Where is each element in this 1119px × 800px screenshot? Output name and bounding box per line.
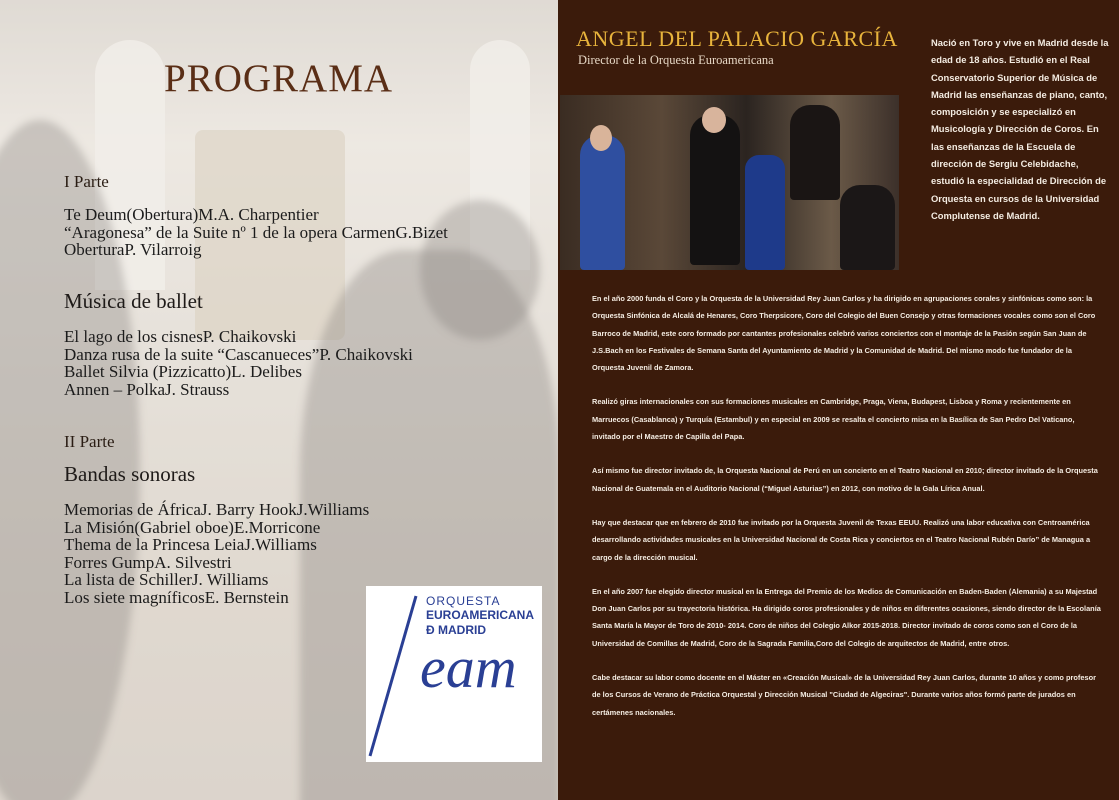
director-bio-long [592, 290, 1104, 738]
list-item: Los siete magníficosE. Bernstein [64, 587, 289, 607]
list-item: Danza rusa de la suite “Cascanueces”P. Chaikovski [64, 344, 413, 364]
director-panel [558, 0, 1119, 800]
list-item: Memorias de ÁfricaJ. Barry HookJ.Williams [64, 500, 370, 519]
part-1-pieces [64, 206, 448, 259]
list-item: Thema de la Princesa LeiaJ.Williams [64, 535, 317, 554]
ballet-heading: Música de ballet [64, 289, 203, 313]
ballet-pieces [64, 328, 413, 398]
program-panel [0, 0, 558, 800]
program-title: PROGRAMA [164, 57, 394, 100]
director-subtitle: Director de la Orquesta Euroamericana [578, 53, 774, 67]
list-item: Annen – PolkaJ. Strauss [64, 379, 230, 399]
list-item: Te Deum(Obertura)M.A. Charpentier [64, 205, 319, 224]
logo-line-3: Ð MADRID [426, 623, 486, 637]
director-name: ANGEL DEL PALACIO GARCÍA [576, 26, 898, 51]
logo-mark: eam [420, 635, 517, 700]
list-item: OberturaP. Vilarroig [64, 240, 202, 259]
bio-paragraph: Hay que destacar que en febrero de 2010 fue invitado por la Orquesta Juvenil de Texas EEUU. Realizó una labor educativa con Centroamérica desarrollando actividades musicales en la Universidad Nacional de Costa Rica y conciertos en el Teatro Nacional Rubén Darío” de Managua a cargo de la dirección musical. [592, 517, 1091, 562]
list-item: Forres GumpA. Silvestri [64, 552, 232, 572]
bio-paragraph: Realizó giras internacionales con sus formaciones musicales en Cambridge, Praga, Viena, Budapest, Lisboa y Roma y recientemente en Marruecos (Casablanca) y Turquía (Estambul) y en especial en 2009 se resalta el concierto misa en la Basílica de San Pedro Del Vaticano, invitado por el Maestro de Capilla del Papa. [592, 397, 1075, 442]
logo-line-2: EUROAMERICANA [426, 608, 534, 622]
logo-line-1: ORQUESTA [426, 594, 501, 608]
orchestra-logo [366, 586, 542, 762]
bio-paragraph: Así mismo fue director invitado de, la Orquesta Nacional de Perú en un concierto en el Teatro Nacional en 2010; director invitado de la Orquesta Nacional de Guatemala en el Auditorio Nacional (“Miguel Asturias”) en 2012, con motivo de la Gala Lírica Anual. [592, 466, 1098, 493]
list-item: El lago de los cisnesP. Chaikovski [64, 327, 297, 346]
concert-photo [560, 95, 899, 270]
bio-paragraph: En el año 2007 fue elegido director musical en la Entrega del Premio de los Medios de Comunicación en Baden-Baden (Alemania) a su Majestad Don Juan Carlos por su trayectoria histórica. Ha dirigido coros profesionales y de niños en diferentes ocasiones, siendo director de la Escolanía Santa María la Mayor de Toro de 2010- 2014. Coro de niños del Colegio Alkor 2015-2018. Director invitado de coros como son el Coro de la Universidad de Comillas de Madrid, Coro de la Sagrada Familia,Coro del Colegio de arquitectos de Madrid, entre otros. [592, 586, 1101, 648]
part-2-heading: II Parte [64, 432, 115, 451]
soundtracks-heading: Bandas sonoras [64, 462, 196, 486]
list-item: La Misión(Gabriel oboe)E.Morricone [64, 517, 321, 537]
bio-paragraph: En el año 2000 funda el Coro y la Orquesta de la Universidad Rey Juan Carlos y ha dirigido en agrupaciones corales y sinfónicas como son: la Orquesta Sinfónica de Alcalá de Henares, Coro Therpsicore, Coro del Colegio del Buen Consejo y otras formaciones vocales como son el Coro Barroco de Madrid, este coro formado por cantantes profesionales celebró varios conciertos con el montaje de la Pasión según San Juan de J.S.Bach en los Festivales de Semana Santa del Ayuntamiento de Madrid y la Comunidad de Madrid. Del mismo modo fue fundador de la Orquesta Juvenil de Zamora. [592, 294, 1096, 373]
list-item: La lista de SchillerJ. Williams [64, 570, 269, 589]
part-2-pieces [64, 501, 369, 606]
director-bio-short: Nació en Toro y vive en Madrid desde la edad de 18 años. Estudió en el Real Conservatorio Superior de Música de Madrid las enseñanzas de piano, canto, composición y se especializó en Musicología y Dirección de Coros. En las enseñanzas de la Escuela de dirección de Sergiu Celebidache, estudió la especialidad de Dirección de Orquesta en cursos de la Universidad Complutense de Madrid. [931, 37, 1109, 221]
part-1-heading: I Parte [64, 172, 109, 191]
list-item: “Aragonesa” de la Suite nº 1 de la opera CarmenG.Bizet [64, 222, 448, 242]
bio-paragraph: Cabe destacar su labor como docente en el Máster en «Creación Musical» de la Universidad Rey Juan Carlos, durante 10 años y como profesor de los Cursos de Verano de Práctica Orquestal y Dirección Musical "Ciudad de Algeciras". Durante varios años formó parte de jurados en certámenes nacionales. [592, 673, 1096, 717]
list-item: Ballet Silvia (Pizzicatto)L. Delibes [64, 362, 302, 381]
